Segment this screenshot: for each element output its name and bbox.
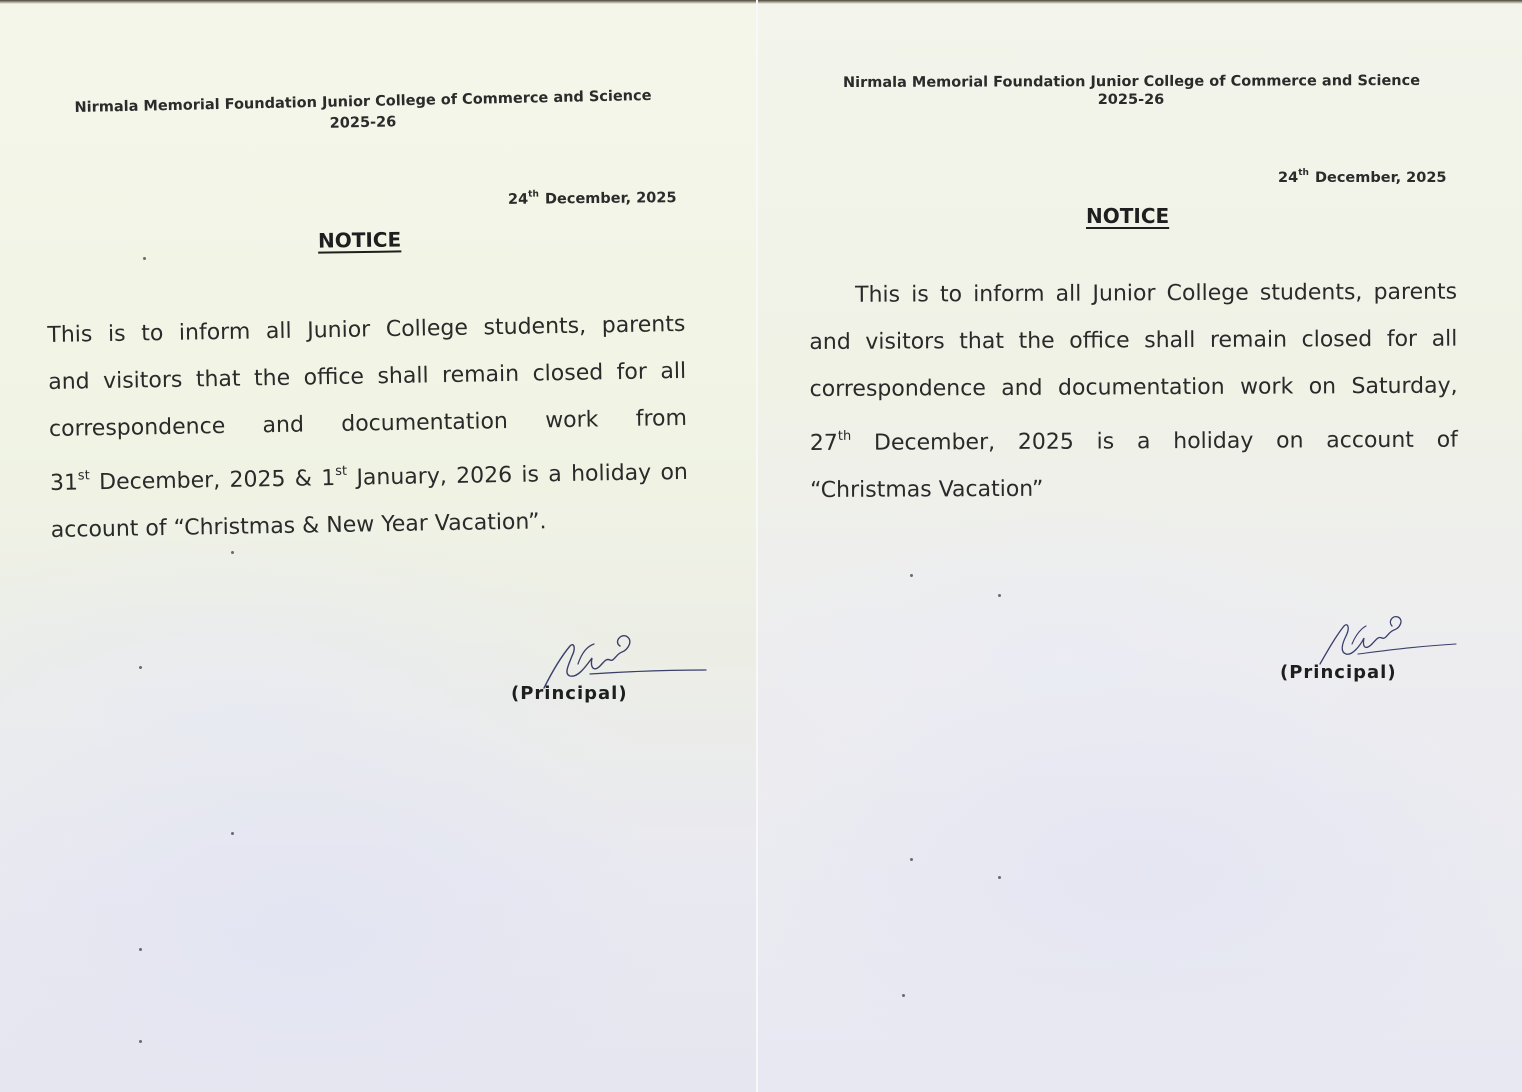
speck (998, 594, 1001, 597)
body-line-1: This is to inform all Junior College students, parents (855, 279, 1458, 308)
speck (998, 876, 1001, 879)
date-start-day: 31 (49, 470, 79, 496)
date-month-year: December, 2025 (1309, 170, 1447, 186)
date-day: 24 (507, 191, 529, 208)
notice-date (1278, 168, 1447, 186)
notice-date (508, 188, 677, 208)
college-name: Nirmala Memorial Foundation Junior College of Commerce and Science (842, 72, 1421, 92)
date-end-suffix: st (335, 463, 348, 479)
speck (902, 994, 905, 997)
notice-body (809, 269, 1458, 514)
body-line-1: This is to inform all Junior College students, parents (47, 311, 686, 348)
top-edge-shadow (0, 0, 756, 4)
speck (143, 257, 146, 260)
notice-sheet-left (0, 0, 756, 1092)
principal-signature (1310, 608, 1460, 670)
notice-sheet-right (758, 0, 1522, 1092)
date-text: December, 2025 is a holiday on account of (851, 427, 1458, 456)
date-end-text: January, 2026 is a holiday on (346, 459, 689, 491)
academic-year: 2025-26 (329, 114, 397, 132)
speck (139, 666, 142, 669)
body-line-3: correspondence and documentation work on Saturday, (809, 373, 1458, 402)
speck (910, 858, 913, 861)
signatory-label: (Principal) (511, 683, 628, 704)
body-line-4 (810, 410, 1458, 467)
date-suffix: th (1298, 168, 1309, 178)
date-range-text: December, 2025 & 1 (89, 465, 336, 496)
signatory-label: (Principal) (1280, 662, 1397, 683)
date-suffix: th (837, 428, 852, 444)
body-line-2: and visitors that the office shall remain closed for all (809, 326, 1458, 355)
speck (139, 1040, 142, 1043)
date-day: 24 (1278, 170, 1299, 186)
date-suffix: th (528, 189, 539, 200)
body-line-4 (49, 442, 688, 507)
top-edge-shadow (758, 0, 1522, 4)
date-day: 27 (809, 430, 838, 456)
date-month-year: December, 2025 (539, 190, 677, 208)
speck (231, 832, 234, 835)
academic-year: 2025-26 (1097, 92, 1165, 108)
body-line-5: “Christmas Vacation” (810, 476, 1044, 503)
speck (231, 551, 234, 554)
body-line-2: and visitors that the office shall remain closed for all (48, 358, 687, 395)
body-line-5: account of “Christmas & New Year Vacation”. (50, 509, 547, 543)
date-start-suffix: st (77, 468, 90, 484)
college-name: Nirmala Memorial Foundation Junior College of Commerce and Science (74, 87, 652, 117)
notice-body (47, 301, 689, 554)
notice-heading: NOTICE (317, 227, 402, 253)
speck (139, 948, 142, 951)
notice-heading: NOTICE (1086, 204, 1170, 228)
speck (910, 574, 913, 577)
body-line-3: correspondence and documentation work from (48, 405, 688, 442)
